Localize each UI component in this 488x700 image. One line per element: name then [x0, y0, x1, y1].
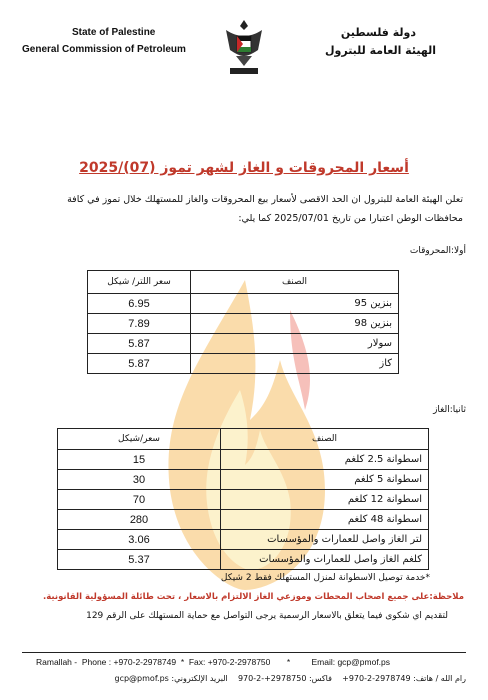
fuels-heading: أولا:المحروقات [409, 246, 466, 256]
column-header-type: الصنف [191, 271, 399, 294]
table-header-row [58, 429, 429, 450]
type-cell: بنزين 98 [191, 314, 399, 334]
state-name-en: State of Palestine [72, 27, 156, 38]
price-cell: 3.06 [58, 530, 221, 550]
intro-line-1: تعلن الهيئة العامة للبترول ان الحد الاقصى لأسعار بيع المحروقات والغاز للمستهلك خلال تموز في كافة [67, 194, 463, 205]
footer-divider [22, 652, 466, 653]
page-title: أسعار المحروقات و الغاز لشهر تموز (07)/2025 [79, 160, 409, 176]
type-cell: اسطوانة 12 كلغم [221, 490, 429, 510]
intro-line-2: محافظات الوطن اعتبارا من تاريخ 2025/07/01 كما يلي: [238, 213, 463, 224]
price-cell: 280 [58, 510, 221, 530]
gas-table [57, 428, 429, 570]
column-header-type: الصنف [221, 429, 429, 450]
eagle-emblem-icon [222, 16, 266, 78]
price-cell: 5.87 [88, 354, 191, 374]
column-header-price: سعر اللتر/ شيكل [88, 271, 191, 294]
complaints-note: لتقديم اي شكوى فيما يتعلق بالاسعار الرسمية يرجى التواصل مع حماية المستهلك على الرقم 129 [86, 611, 448, 621]
column-header-price: سعر/شيكل [58, 429, 221, 450]
gas-heading: ثانيا:الغاز [433, 405, 466, 415]
table-row [58, 510, 429, 530]
type-cell: بنزين 95 [191, 294, 399, 314]
warning-note: ملاحظة:على جميع اصحاب المحطات وموزعي الغاز الالتزام بالاسعار ، تحت طائلة المسؤولية القانونية. [43, 592, 464, 602]
type-cell: اسطوانة 2.5 كلغم [221, 450, 429, 470]
type-cell: سولار [191, 334, 399, 354]
commission-name-en: General Commission of Petroleum [22, 44, 186, 55]
price-cell: 30 [58, 470, 221, 490]
table-row [58, 470, 429, 490]
price-cell: 70 [58, 490, 221, 510]
price-cell: 6.95 [88, 294, 191, 314]
table-row [58, 490, 429, 510]
type-cell: لتر الغاز واصل للعمارات والمؤسسات [221, 530, 429, 550]
table-row [88, 334, 399, 354]
type-cell: كاز [191, 354, 399, 374]
type-cell: اسطوانة 5 كلغم [221, 470, 429, 490]
table-row [88, 294, 399, 314]
fuels-table [87, 270, 399, 374]
table-row [58, 450, 429, 470]
state-name-ar: دولة فلسطين [340, 26, 416, 39]
price-cell: 5.37 [58, 550, 221, 570]
price-cell: 15 [58, 450, 221, 470]
table-row [58, 530, 429, 550]
table-header-row [88, 271, 399, 294]
table-row [88, 314, 399, 334]
table-row [58, 550, 429, 570]
commission-name-ar: الهيئة العامة للبترول [324, 44, 436, 57]
footer-arabic: رام الله / هاتف: 2978749-2-970+ فاكس: 2978750+-2-970 البريد الإلكتروني: gcp@pmof.ps [114, 674, 466, 683]
price-cell: 5.87 [88, 334, 191, 354]
table-row [88, 354, 399, 374]
delivery-note: *خدمة توصيل الاسطوانة لمنزل المستهلك فقط 2 شيكل [220, 573, 430, 583]
price-cell: 7.89 [88, 314, 191, 334]
type-cell: كلغم الغاز واصل للعمارات والمؤسسات [221, 550, 429, 570]
type-cell: اسطوانة 48 كلغم [221, 510, 429, 530]
footer-english: Ramallah - Phone : +970-2-2978749 * Fax: +970-2-2978750 * Email: gcp@pmof.ps [36, 657, 391, 667]
